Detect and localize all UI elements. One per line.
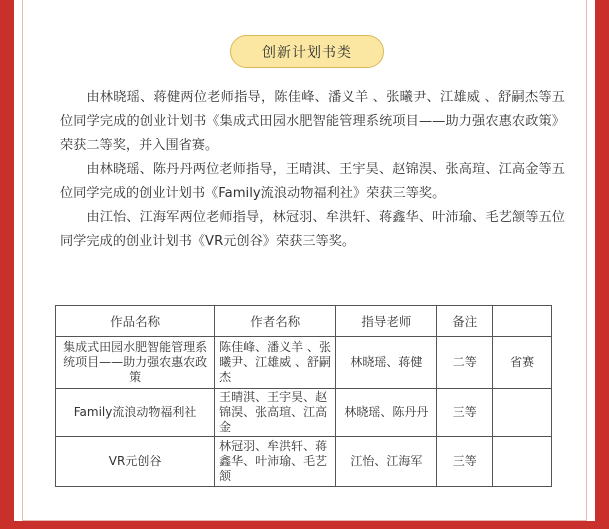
frame-bottom-border	[0, 521, 609, 529]
cell-extra	[493, 389, 552, 437]
cell-teachers: 林晓瑶、蒋健	[336, 337, 437, 389]
cell-authors: 王晴淇、王宇昊、赵锦淏、张高瑄、江高金	[215, 389, 336, 437]
section-title: 创新计划书类	[230, 35, 384, 68]
paragraph-3: 由江怡、江海军两位老师指导，林冠羽、牟洪轩、蒋鑫华、叶沛瑜、毛艺颔等五位同学完成的创业计划书《VR元创谷》荣获三等奖。	[60, 210, 565, 249]
paragraph-2: 由林晓瑶、陈丹丹两位老师指导，王晴淇、王宇昊、赵锦淏、张高瑄、江高金等五位同学完成的创业计划书《Family流浪动物福利社》荣获三等奖。	[60, 162, 565, 201]
cell-extra	[493, 437, 552, 487]
award-table	[55, 305, 552, 487]
cell-note: 三等	[437, 389, 493, 437]
header-extra	[493, 306, 552, 337]
cell-note: 二等	[437, 337, 493, 389]
paragraph-1: 由林晓瑶、蒋健两位老师指导，陈佳峰、潘义羊 、张曦尹、江雄威 、舒嗣杰等五位同学完成的创业计划书《集成式田园水肥智能管理系统项目——助力强农惠农政策》荣获二等奖，并入围省赛。	[60, 90, 565, 153]
header-authors: 作者名称	[215, 306, 336, 337]
table-row	[56, 437, 552, 487]
cell-note: 三等	[437, 437, 493, 487]
cell-work: 集成式田园水肥智能管理系统项目——助力强农惠农政策	[56, 337, 215, 389]
frame-right-border	[595, 0, 609, 529]
table-row	[56, 389, 552, 437]
cell-extra: 省赛	[493, 337, 552, 389]
header-note: 备注	[437, 306, 493, 337]
cell-teachers: 林晓瑶、陈丹丹	[336, 389, 437, 437]
body-text	[60, 86, 565, 254]
table-row	[56, 337, 552, 389]
cell-teachers: 江怡、江海军	[336, 437, 437, 487]
cell-work: Family流浪动物福利社	[56, 389, 215, 437]
header-teachers: 指导老师	[336, 306, 437, 337]
table-header-row	[56, 306, 552, 337]
cell-authors: 陈佳峰、潘义羊 、张曦尹、江雄威 、舒嗣杰	[215, 337, 336, 389]
header-work: 作品名称	[56, 306, 215, 337]
cell-work: VR元创谷	[56, 437, 215, 487]
cell-authors: 林冠羽、牟洪轩、蒋鑫华、叶沛瑜、毛艺颔	[215, 437, 336, 487]
frame-left-border	[0, 0, 14, 529]
